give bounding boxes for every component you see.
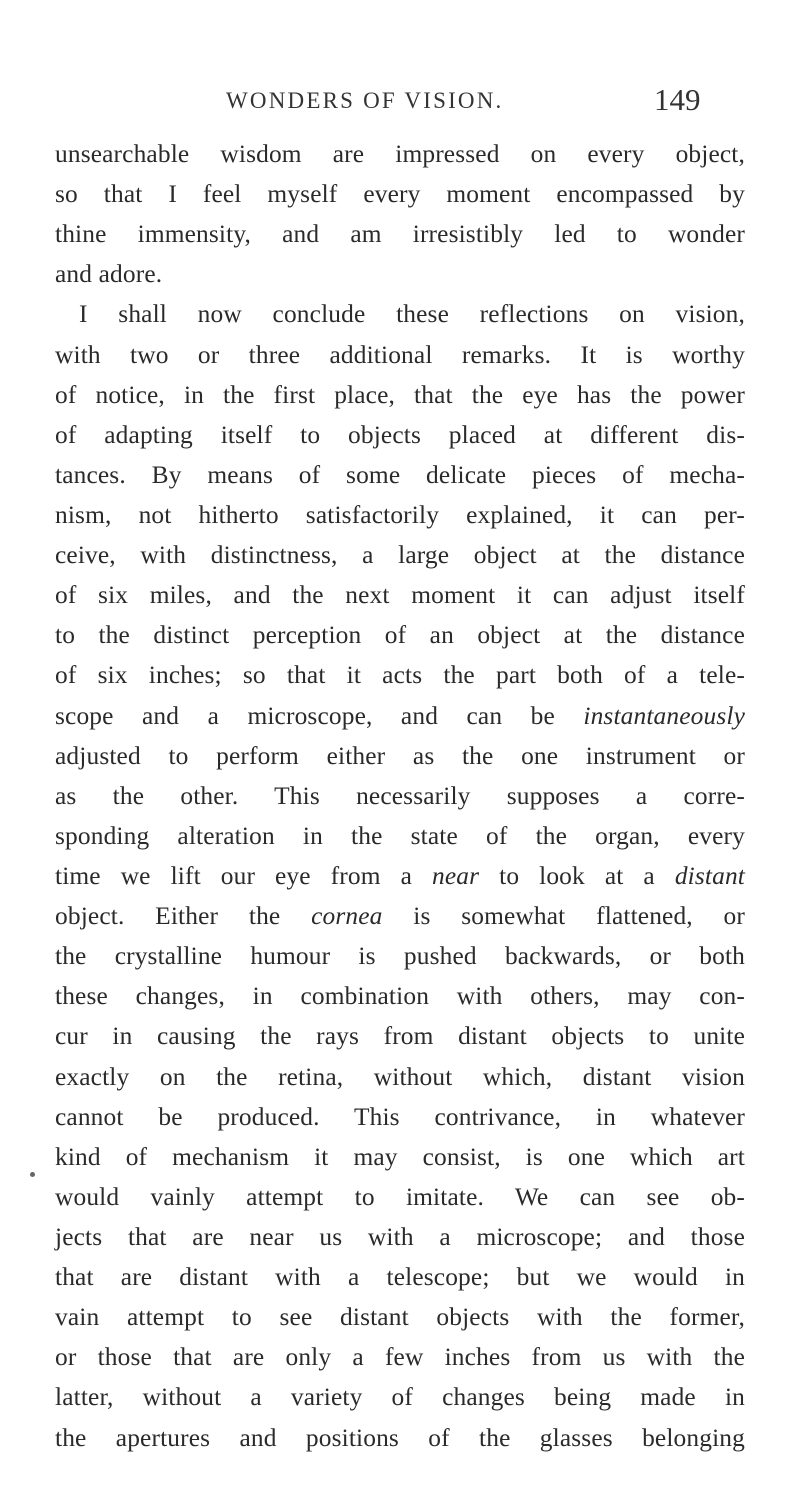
- italic-word: near: [431, 861, 480, 890]
- text-line: [55, 696, 745, 736]
- text-line: so that I feel myself every moment encompassed by: [55, 180, 745, 209]
- running-title: WONDERS OF VISION.: [226, 88, 504, 113]
- text-line: tances. By means of some delicate pieces of mecha-: [55, 460, 745, 489]
- text-line: thine immensity, and am irresistibly led to wonder: [55, 220, 745, 249]
- text-line: jects that are near us with a microscope; and those: [55, 1222, 745, 1251]
- text-line: of six inches; so that it acts the part both of a tele-: [55, 661, 745, 690]
- text-line: exactly on the retina, without which, distant vision: [55, 1062, 745, 1091]
- text-line: kind of mechanism it may consist, is one which art: [55, 1142, 745, 1171]
- text-line: sponding alteration in the state of the organ, every: [55, 821, 745, 850]
- page-number: 149: [654, 82, 701, 117]
- text-line: with two or three additional remarks. It is worthy: [55, 340, 745, 369]
- text-run: time we lift our eye from a: [55, 861, 413, 890]
- italic-word: instantaneously: [583, 701, 745, 730]
- text-line: the crystalline humour is pushed backwards, or both: [55, 942, 745, 971]
- text-line: that are distant with a telescope; but we would in: [55, 1263, 745, 1292]
- text-line: would vainly attempt to imitate. We can see ob-: [55, 1182, 745, 1211]
- text-run: is somewhat flattened, or: [413, 902, 745, 931]
- italic-word: distant: [674, 861, 745, 890]
- text-line: vain attempt to see distant objects with the former,: [55, 1303, 745, 1332]
- running-head: [0, 82, 800, 128]
- text-line: [55, 856, 745, 896]
- text-line: of notice, in the first place, that the eye has the power: [55, 380, 745, 409]
- text-line: [55, 896, 745, 936]
- text-line: or those that are only a few inches from us with the: [55, 1343, 745, 1372]
- text-line: of six miles, and the next moment it can adjust itself: [55, 581, 745, 610]
- text-line: the apertures and positions of the glasses belonging: [55, 1423, 745, 1452]
- text-run: object. Either the: [55, 902, 281, 931]
- text-line: unsearchable wisdom are impressed on every object,: [55, 140, 745, 168]
- italic-word: cornea: [311, 902, 383, 931]
- body-text: [55, 134, 745, 1458]
- text-line: as the other. This necessarily supposes a corre-: [55, 781, 745, 810]
- text-line: these changes, in combination with others, may con-: [55, 982, 745, 1011]
- text-line: and adore.: [55, 260, 163, 289]
- text-run: scope and a microscope, and can be: [55, 701, 555, 730]
- text-line: ceive, with distinctness, a large object at the distance: [55, 541, 745, 570]
- paragraph-start-line: I shall now conclude these reflections on vision,: [79, 300, 745, 329]
- text-line: cannot be produced. This contrivance, in whatever: [55, 1102, 745, 1131]
- text-line: latter, without a variety of changes being made in: [55, 1383, 745, 1412]
- text-line: to the distinct perception of an object at the distance: [55, 621, 745, 650]
- margin-ink-mark: [30, 1172, 35, 1177]
- text-line: nism, not hitherto satisfactorily explained, it can per-: [55, 500, 745, 529]
- text-run: to look at a: [499, 861, 655, 890]
- text-line: of adapting itself to objects placed at different dis-: [55, 420, 745, 449]
- text-line: adjusted to perform either as the one instrument or: [55, 741, 745, 770]
- text-line: cur in causing the rays from distant objects to unite: [55, 1022, 745, 1051]
